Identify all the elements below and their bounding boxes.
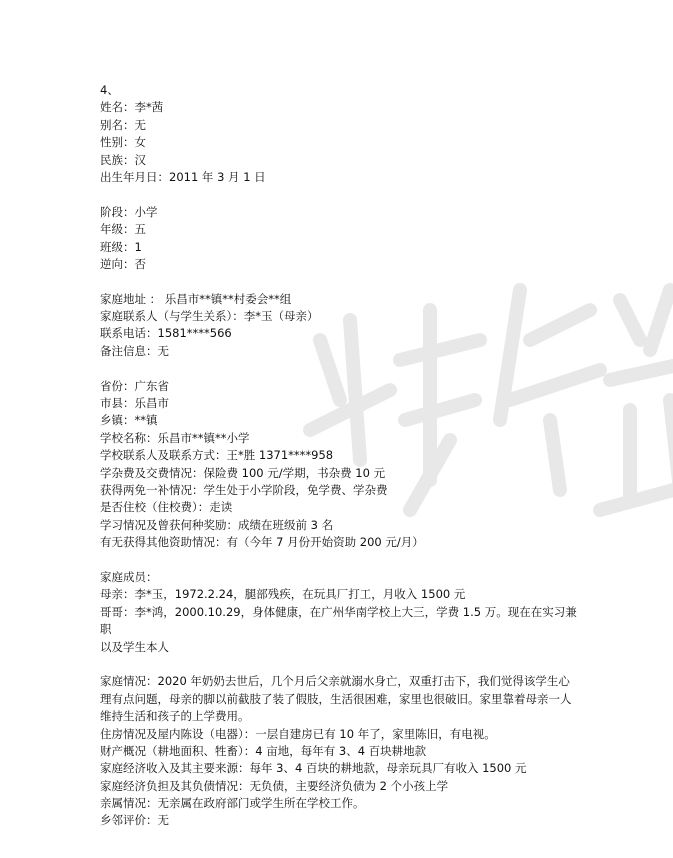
family-brother: 哥哥：李*鸿，2000.10.29，身体健康，在广州华南学校上大三，学费 1.5 万。现在在实习兼职 bbox=[100, 604, 577, 637]
document-content bbox=[100, 82, 580, 830]
situation-section bbox=[100, 673, 580, 830]
spacer bbox=[100, 186, 580, 203]
family-mother: 母亲：李*玉，1972.2.24，腿部残疾，在玩具厂打工，月收入 1500 元 bbox=[100, 587, 466, 602]
field-birthdate: 出生年月日：2011 年 3 月 1 日 bbox=[100, 169, 266, 184]
spacer bbox=[100, 273, 580, 290]
field-town: 乡镇：**镇 bbox=[100, 413, 158, 428]
field-family-situation: 家庭情况：2020 年奶奶去世后，几个月后父亲就溺水身亡，双重打击下，我们觉得该学生心理有点问题，母亲的脚以前截肢了装了假肢，生活很困难，家里也很破旧。家里靠着母亲一人维持生活和孩子的上学费用。 bbox=[100, 674, 572, 724]
field-city: 市县：乐昌市 bbox=[100, 396, 169, 411]
family-self: 以及学生本人 bbox=[100, 639, 169, 654]
school-stage-section bbox=[100, 204, 580, 274]
field-exemption: 获得两免一补情况：学生处于小学阶段，免学费、学杂费 bbox=[100, 482, 388, 497]
family-heading: 家庭成员： bbox=[100, 569, 158, 584]
field-fees: 学杂费及交费情况：保险费 100 元/学期，书杂费 10 元 bbox=[100, 465, 386, 480]
item-number: 4、 bbox=[100, 83, 119, 97]
field-school-name: 学校名称：乐昌市**镇**小学 bbox=[100, 430, 250, 445]
school-section bbox=[100, 378, 580, 552]
field-family-contact: 家庭联系人（与学生关系）：李*玉（母亲） bbox=[100, 309, 319, 324]
family-section bbox=[100, 569, 580, 656]
field-neighbor-review: 乡邻评价：无 bbox=[100, 813, 169, 828]
field-other-aid: 有无获得其他资助情况：有（今年 7 月份开始资助 200 元/月） bbox=[100, 535, 424, 550]
field-gender: 性别：女 bbox=[100, 135, 146, 150]
field-ethnicity: 民族：汉 bbox=[100, 152, 146, 167]
spacer bbox=[100, 552, 580, 569]
field-reverse: 逆向：否 bbox=[100, 256, 146, 271]
field-relatives: 亲属情况：无亲属在政府部门或学生所在学校工作。 bbox=[100, 796, 365, 811]
field-burden: 家庭经济负担及其负债情况：无负债，主要经济负债为 2 个小孩上学 bbox=[100, 778, 449, 793]
field-stage: 阶段：小学 bbox=[100, 204, 158, 219]
field-home-address: 家庭地址 ： 乐昌市**镇**村委会**组 bbox=[100, 291, 292, 306]
basic-info-section bbox=[100, 99, 580, 186]
field-notes: 备注信息：无 bbox=[100, 343, 169, 358]
field-phone: 联系电话：1581****566 bbox=[100, 326, 232, 341]
field-grade: 年级：五 bbox=[100, 222, 146, 237]
field-boarding: 是否住校（住校费）：走读 bbox=[100, 500, 233, 515]
contact-section bbox=[100, 291, 580, 361]
field-housing: 住房情况及屋内陈设（电器）：一层自建房已有 10 年了，家里陈旧，有电视。 bbox=[100, 726, 496, 741]
spacer bbox=[100, 656, 580, 673]
field-province: 省份：广东省 bbox=[100, 378, 169, 393]
field-class: 班级：1 bbox=[100, 239, 142, 254]
field-name: 姓名：李*茜 bbox=[100, 100, 164, 115]
field-study-awards: 学习情况及曾获何种奖励：成绩在班级前 3 名 bbox=[100, 517, 334, 532]
field-income: 家庭经济收入及其主要来源：每年 3、4 百块的耕地款，母亲玩具厂有收入 1500 元 bbox=[100, 761, 527, 776]
field-alias: 别名：无 bbox=[100, 117, 146, 132]
field-school-contact: 学校联系人及联系方式：王*胜 1371****958 bbox=[100, 448, 334, 463]
field-property: 财产概况（耕地面积、牲畜）：4 亩地，每年有 3、4 百块耕地款 bbox=[100, 743, 427, 758]
spacer bbox=[100, 360, 580, 377]
